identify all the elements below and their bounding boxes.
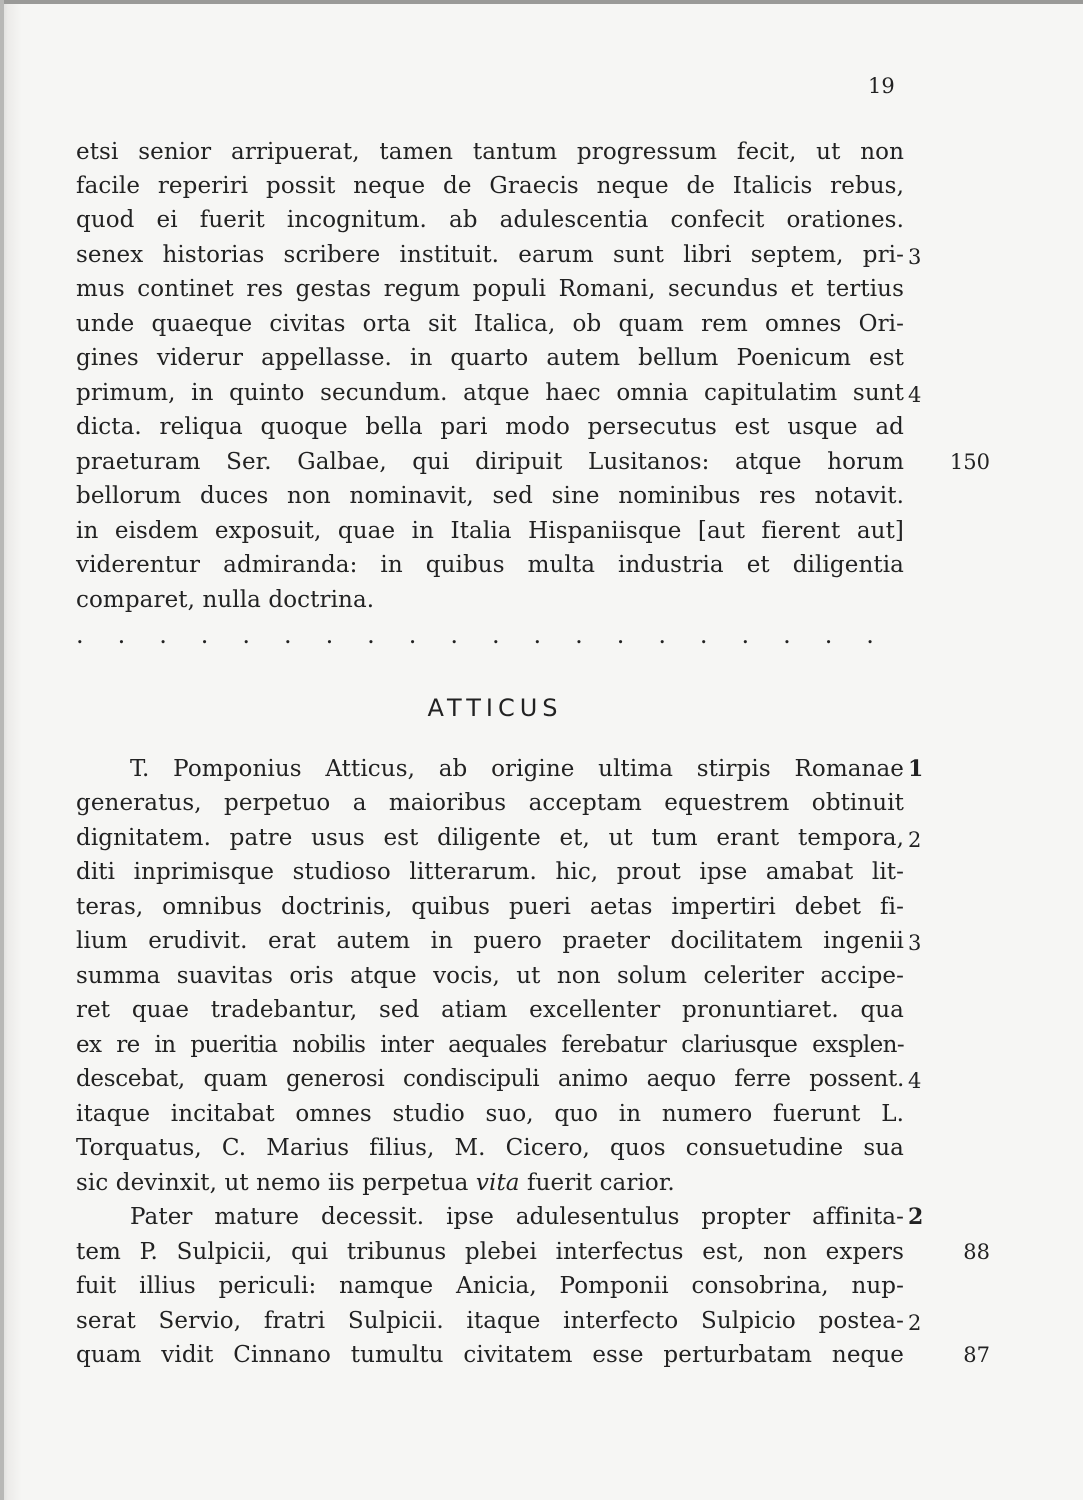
ellipsis-dot: .: [408, 621, 417, 649]
ellipsis-dot: .: [283, 621, 292, 649]
italic-word: vita: [475, 1170, 520, 1196]
paragraph-number: 4: [908, 1069, 922, 1093]
ellipsis-dot: .: [450, 621, 458, 649]
section-heading: ATTICUS: [427, 694, 563, 722]
ellipsis-dot: .: [159, 621, 167, 649]
text-line: quod ei fuerit incognitum. ab adulescentia confecit orationes.: [76, 207, 904, 233]
text-line: ex re in pueritia nobilis inter aequales ferebatur clariusque exsplen-: [76, 1032, 904, 1058]
text-line: primum, in quinto secundum. atque haec omnia capitulatim sunt: [76, 380, 904, 406]
ellipsis-dot: .: [783, 621, 791, 649]
text-line: viderentur admiranda: in quibus multa industria et diligentia: [76, 552, 904, 578]
ellipsis-row: [76, 620, 904, 650]
chapter-number: 1: [908, 756, 924, 782]
text-line: bellorum duces non nominavit, sed sine nominibus res notavit.: [76, 483, 904, 509]
text-line: senex historias scribere instituit. earum sunt libri septem, pri-: [76, 242, 904, 268]
ellipsis-dot: .: [699, 621, 708, 649]
ellipsis-dot: .: [76, 621, 84, 649]
text-line: dicta. reliqua quoque bella pari modo persecutus est usque ad: [76, 414, 904, 440]
ellipsis-dot: .: [866, 621, 874, 649]
text-line: ret quae tradebantur, sed atiam excellenter pronuntiaret. qua: [76, 997, 904, 1023]
text-line: serat Servio, fratri Sulpicii. itaque interfecto Sulpicio postea-: [76, 1308, 904, 1334]
text-line: [76, 1166, 904, 1200]
text-line: summa suavitas oris atque vocis, ut non solum celeriter accipe-: [76, 963, 904, 989]
text-line: unde quaeque civitas orta sit Italica, ob quam rem omnes Ori-: [76, 311, 904, 337]
chapter-number: 2: [908, 1204, 924, 1230]
text-line: dignitatem. patre usus est diligente et, ut tum erant tempora,: [76, 825, 904, 851]
ellipsis-dot: .: [117, 621, 126, 649]
paragraph-number: 3: [908, 245, 922, 269]
ellipsis-dot: .: [741, 621, 750, 649]
line-reference-number: 88: [963, 1240, 990, 1264]
paragraph-number: 2: [908, 828, 922, 852]
text-line: diti inprimisque studioso litterarum. hic, prout ipse amabat lit-: [76, 859, 904, 885]
ellipsis-dot: .: [575, 621, 583, 649]
ellipsis-dot: .: [325, 621, 334, 649]
page-binding-edge: [0, 0, 4, 1500]
text-line: facile reperiri possit neque de Graecis neque de Italicis rebus,: [76, 173, 904, 199]
text-line: generatus, perpetuo a maioribus acceptam equestrem obtinuit: [76, 790, 904, 816]
paragraph-number: 3: [908, 931, 922, 955]
paragraph-number: 2: [908, 1311, 922, 1335]
text-line: itaque incitabat omnes studio suo, quo in numero fuerunt L.: [76, 1101, 904, 1127]
ellipsis-dot: .: [491, 621, 500, 649]
ellipsis-dot: .: [824, 621, 833, 649]
ellipsis-dot: .: [242, 621, 251, 649]
text-line: gines viderur appellasse. in quarto autem bellum Poenicum est: [76, 345, 904, 371]
text-segment: fuerit carior.: [527, 1170, 675, 1196]
text-line: fuit illius periculi: namque Anicia, Pomponii consobrina, nup-: [76, 1273, 904, 1299]
ellipsis-dot: .: [658, 621, 666, 649]
ellipsis-dot: .: [616, 621, 625, 649]
text-line: quam vidit Cinnano tumultu civitatem esse perturbatam neque: [76, 1342, 904, 1368]
text-line: Pater mature decessit. ipse adulesentulus propter affinita-: [130, 1204, 904, 1230]
text-line: T. Pomponius Atticus, ab origine ultima stirpis Romanae: [130, 756, 904, 782]
ellipsis-dot: .: [533, 621, 542, 649]
text-line: comparet, nulla doctrina.: [76, 587, 375, 613]
text-line: descebat, quam generosi condiscipuli animo aequo ferre possent.: [76, 1066, 904, 1092]
page-number: 19: [868, 74, 895, 98]
text-line: tem P. Sulpicii, qui tribunus plebei interfectus est, non expers: [76, 1239, 904, 1265]
text-line: teras, omnibus doctrinis, quibus pueri aetas impertiri debet fi-: [76, 894, 904, 920]
text-line: praeturam Ser. Galbae, qui diripuit Lusitanos: atque horum: [76, 449, 904, 475]
text-line: in eisdem exposuit, quae in Italia Hispaniisque [aut fierent aut]: [76, 518, 904, 544]
text-line: etsi senior arripuerat, tamen tantum progressum fecit, ut non: [76, 139, 904, 165]
text-line: Torquatus, C. Marius filius, M. Cicero, quos consuetudine sua: [76, 1135, 904, 1161]
paragraph-number: 4: [908, 383, 922, 407]
ellipsis-dot: .: [367, 621, 375, 649]
page-top-edge: [0, 0, 1083, 4]
text-line: lium erudivit. erat autem in puero praeter docilitatem ingenii: [76, 928, 904, 954]
line-reference-number: 150: [949, 450, 990, 474]
text-line: mus continet res gestas regum populi Romani, secundus et tertius: [76, 276, 904, 302]
line-reference-number: 87: [963, 1343, 990, 1367]
text-segment: sic devinxit, ut nemo iis perpetua: [76, 1170, 469, 1196]
ellipsis-dot: .: [200, 621, 209, 649]
